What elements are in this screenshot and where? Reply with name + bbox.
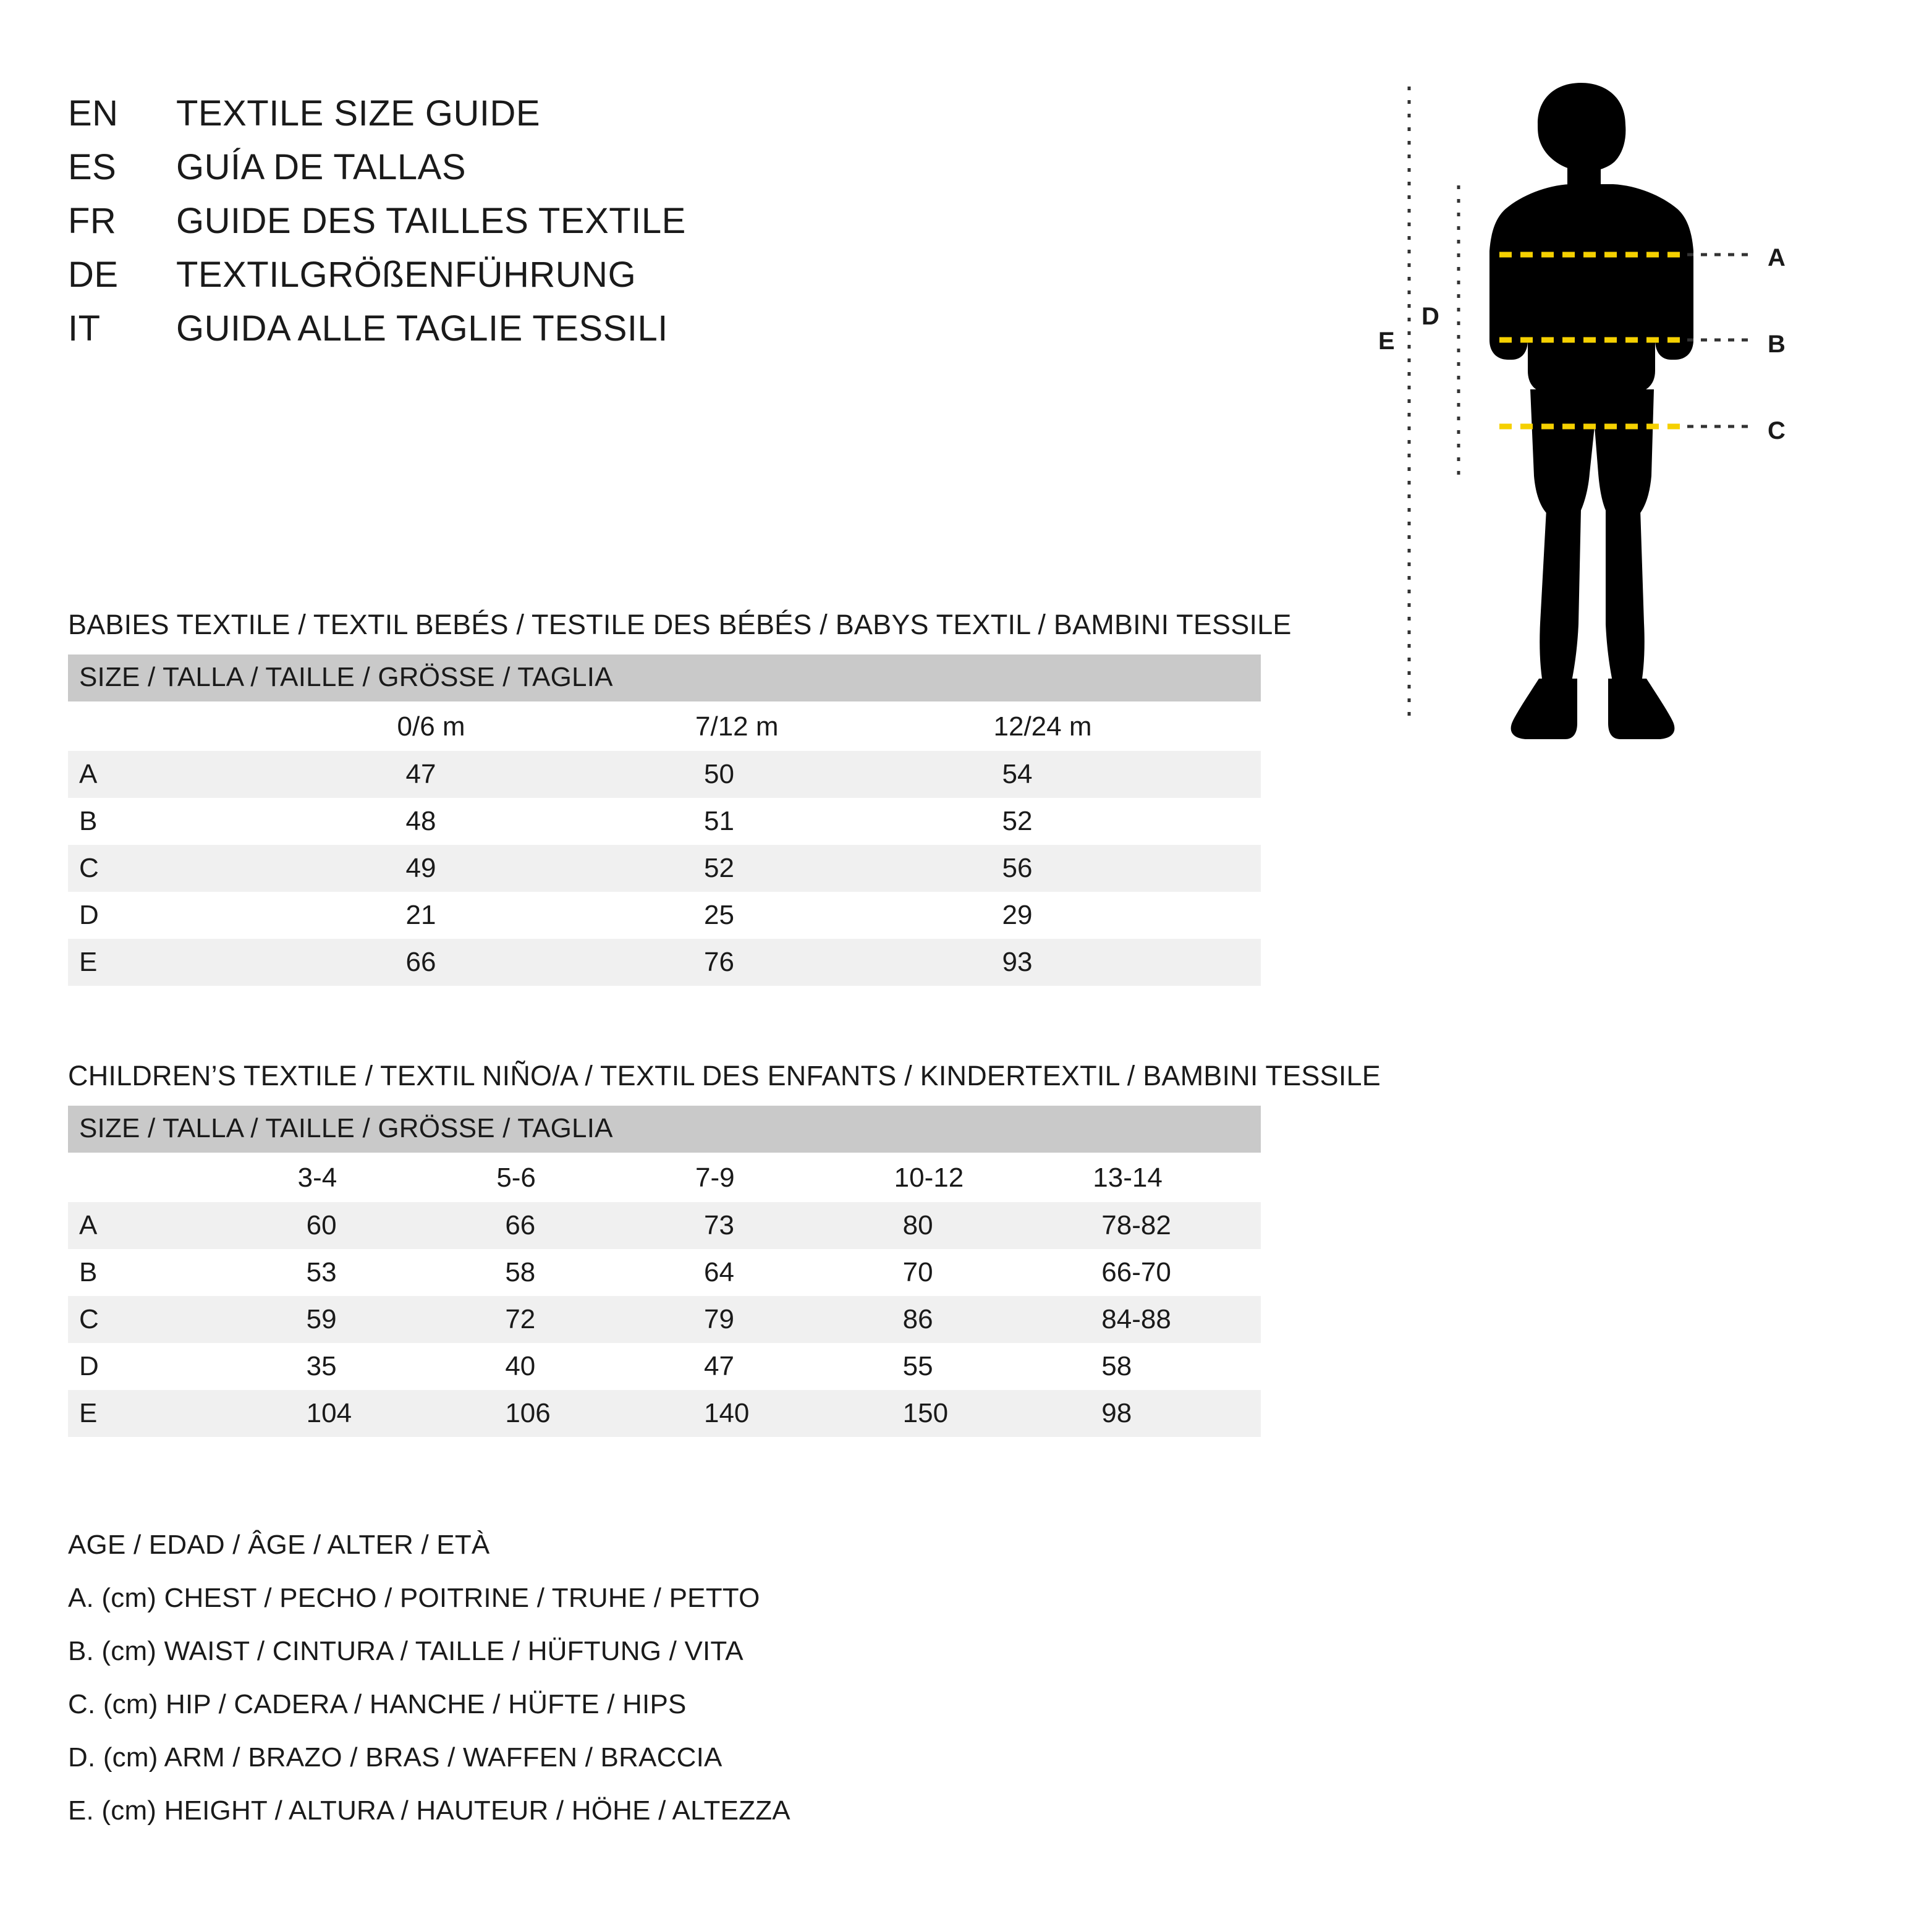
figure-label-e: E bbox=[1378, 328, 1395, 355]
children-heading: CHILDREN’S TEXTILE / TEXTIL NIÑO/A / TEXTIL DES ENFANTS / KINDERTEXTIL / BAMBINI TESSILE bbox=[68, 1060, 1381, 1091]
cell: 78-82 bbox=[1062, 1202, 1261, 1249]
row-label: D bbox=[68, 1343, 267, 1390]
cell: 52 bbox=[664, 845, 963, 892]
figure-label-a: A bbox=[1768, 244, 1786, 271]
row-label: E bbox=[68, 939, 366, 986]
cell: 55 bbox=[863, 1343, 1062, 1390]
measurement-legend bbox=[68, 1530, 1858, 1826]
cell: 35 bbox=[267, 1343, 466, 1390]
cell: 66 bbox=[465, 1202, 664, 1249]
language-title: GUÍA DE TALLAS bbox=[176, 147, 467, 187]
cell: 47 bbox=[664, 1343, 863, 1390]
row-label: A bbox=[68, 1202, 267, 1249]
children-size-table bbox=[68, 1106, 1261, 1437]
language-title: TEXTILE SIZE GUIDE bbox=[176, 93, 541, 133]
figure-label-d: D bbox=[1421, 303, 1439, 330]
cell: 104 bbox=[267, 1390, 466, 1437]
cell: 64 bbox=[664, 1249, 863, 1296]
cell: 84-88 bbox=[1062, 1296, 1261, 1343]
corner-cell bbox=[68, 1153, 267, 1202]
cell: 58 bbox=[465, 1249, 664, 1296]
cell: 47 bbox=[366, 751, 665, 798]
row-label: D bbox=[68, 892, 366, 939]
cell: 58 bbox=[1062, 1343, 1261, 1390]
table-row bbox=[68, 845, 1261, 892]
cell: 40 bbox=[465, 1343, 664, 1390]
row-label: B bbox=[68, 1249, 267, 1296]
cell: 140 bbox=[664, 1390, 863, 1437]
cell: 48 bbox=[366, 798, 665, 845]
column-header: 13-14 bbox=[1062, 1153, 1261, 1202]
cell: 106 bbox=[465, 1390, 664, 1437]
column-header: 7/12 m bbox=[664, 701, 963, 751]
children-table-caption: SIZE / TALLA / TAILLE / GRÖSSE / TAGLIA bbox=[68, 1106, 1261, 1153]
column-header: 3-4 bbox=[267, 1153, 466, 1202]
legend-hip: C. (cm) HIP / CADERA / HANCHE / HÜFTE / HIPS bbox=[68, 1689, 687, 1719]
cell: 29 bbox=[963, 892, 1261, 939]
cell: 53 bbox=[267, 1249, 466, 1296]
table-row bbox=[68, 1202, 1261, 1249]
children-section bbox=[68, 1060, 1858, 1437]
figure-label-b: B bbox=[1768, 331, 1786, 358]
cell: 54 bbox=[963, 751, 1261, 798]
measurement-figure bbox=[1378, 80, 1854, 760]
table-row bbox=[68, 1343, 1261, 1390]
silhouette-shape bbox=[1489, 83, 1693, 739]
cell: 98 bbox=[1062, 1390, 1261, 1437]
babies-heading: BABIES TEXTILE / TEXTIL BEBÉS / TESTILE DES BÉBÉS / BABYS TEXTIL / BAMBINI TESSILE bbox=[68, 609, 1292, 640]
cell: 60 bbox=[267, 1202, 466, 1249]
cell: 86 bbox=[863, 1296, 1062, 1343]
cell: 59 bbox=[267, 1296, 466, 1343]
figure-label-c: C bbox=[1768, 417, 1786, 444]
table-row bbox=[68, 892, 1261, 939]
table-row bbox=[68, 939, 1261, 986]
language-code: EN bbox=[68, 93, 119, 133]
table-row bbox=[68, 1296, 1261, 1343]
legend-chest: A. (cm) CHEST / PECHO / POITRINE / TRUHE / PETTO bbox=[68, 1583, 760, 1613]
row-label: C bbox=[68, 845, 366, 892]
cell: 66 bbox=[366, 939, 665, 986]
cell: 150 bbox=[863, 1390, 1062, 1437]
cell: 21 bbox=[366, 892, 665, 939]
legend-age: AGE / EDAD / ÂGE / ALTER / ETÀ bbox=[68, 1530, 490, 1560]
cell: 49 bbox=[366, 845, 665, 892]
cell: 70 bbox=[863, 1249, 1062, 1296]
cell: 72 bbox=[465, 1296, 664, 1343]
row-label: A bbox=[68, 751, 366, 798]
cell: 80 bbox=[863, 1202, 1062, 1249]
cell: 73 bbox=[664, 1202, 863, 1249]
cell: 76 bbox=[664, 939, 963, 986]
table-row bbox=[68, 1249, 1261, 1296]
language-code: ES bbox=[68, 147, 117, 187]
language-title: TEXTILGRÖßENFÜHRUNG bbox=[176, 255, 637, 295]
table-caption-row bbox=[68, 655, 1261, 701]
table-row bbox=[68, 751, 1261, 798]
language-code: DE bbox=[68, 255, 119, 295]
row-label: B bbox=[68, 798, 366, 845]
language-title: GUIDE DES TAILLES TEXTILE bbox=[176, 201, 686, 241]
cell: 79 bbox=[664, 1296, 863, 1343]
corner-cell bbox=[68, 701, 366, 751]
cell: 25 bbox=[664, 892, 963, 939]
cell: 52 bbox=[963, 798, 1261, 845]
table-row bbox=[68, 1390, 1261, 1437]
column-header: 5-6 bbox=[465, 1153, 664, 1202]
language-code: FR bbox=[68, 201, 117, 241]
legend-height: E. (cm) HEIGHT / ALTURA / HAUTEUR / HÖHE / ALTEZZA bbox=[68, 1795, 790, 1826]
table-row bbox=[68, 798, 1261, 845]
legend-arm: D. (cm) ARM / BRAZO / BRAS / WAFFEN / BRACCIA bbox=[68, 1742, 722, 1773]
row-label: E bbox=[68, 1390, 267, 1437]
legend-waist: B. (cm) WAIST / CINTURA / TAILLE / HÜFTUNG / VITA bbox=[68, 1636, 744, 1666]
language-title: GUIDA ALLE TAGLIE TESSILI bbox=[176, 308, 668, 349]
cell: 56 bbox=[963, 845, 1261, 892]
cell: 66-70 bbox=[1062, 1249, 1261, 1296]
cell: 51 bbox=[664, 798, 963, 845]
column-header: 12/24 m bbox=[963, 701, 1261, 751]
row-label: C bbox=[68, 1296, 267, 1343]
table-caption-row bbox=[68, 1106, 1261, 1153]
language-code: IT bbox=[68, 308, 101, 349]
table-header-row bbox=[68, 1153, 1261, 1202]
cell: 93 bbox=[963, 939, 1261, 986]
table-header-row bbox=[68, 701, 1261, 751]
column-header: 7-9 bbox=[664, 1153, 863, 1202]
cell: 50 bbox=[664, 751, 963, 798]
babies-table-caption: SIZE / TALLA / TAILLE / GRÖSSE / TAGLIA bbox=[68, 655, 1261, 701]
column-header: 10-12 bbox=[863, 1153, 1062, 1202]
babies-size-table bbox=[68, 655, 1261, 986]
column-header: 0/6 m bbox=[366, 701, 665, 751]
